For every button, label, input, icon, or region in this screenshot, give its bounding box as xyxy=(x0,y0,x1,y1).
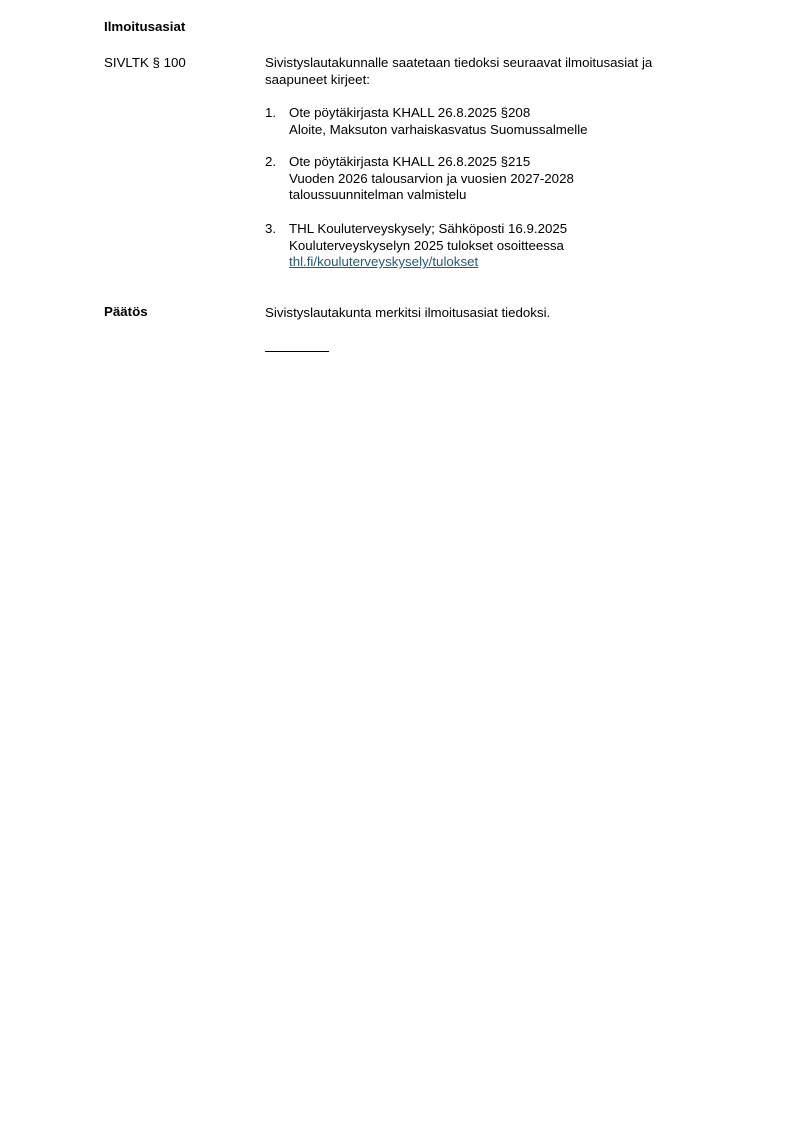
results-link[interactable]: thl.fi/kouluterveyskysely/tulokset xyxy=(289,254,479,269)
list-item-line: taloussuunnitelman valmistelu xyxy=(289,187,467,202)
list-item-text xyxy=(289,154,705,204)
end-rule xyxy=(265,351,329,352)
list-item-text xyxy=(289,221,705,271)
list-item-line: THL Kouluterveyskysely; Sähköposti 16.9.2025 xyxy=(289,221,568,236)
list-item-line: Ote pöytäkirjasta KHALL 26.8.2025 §215 xyxy=(289,154,531,169)
document-heading: Ilmoitusasiat xyxy=(104,19,186,34)
decision-text: Sivistyslautakunta merkitsi ilmoitusasiat tiedoksi. xyxy=(265,305,551,320)
intro-line: saapuneet kirjeet: xyxy=(265,71,370,87)
intro-text xyxy=(265,55,705,88)
list-item-number: 3. xyxy=(265,221,277,236)
list-item-line: Aloite, Maksuton varhaiskasvatus Suomussalmelle xyxy=(289,121,588,137)
list-item-number: 2. xyxy=(265,154,277,169)
section-id: SIVLTK § 100 xyxy=(104,55,186,70)
list-item-line: Vuoden 2026 talousarvion ja vuosien 2027-2028 xyxy=(289,170,574,186)
intro-line: Sivistyslautakunnalle saatetaan tiedoksi seuraavat ilmoitusasiat ja xyxy=(265,55,653,70)
list-item-number: 1. xyxy=(265,105,277,120)
list-item-line: Ote pöytäkirjasta KHALL 26.8.2025 §208 xyxy=(289,105,531,120)
list-item-text xyxy=(289,105,705,138)
decision-label: Päätös xyxy=(104,304,148,319)
list-item-line: Kouluterveyskyselyn 2025 tulokset osoitteessa xyxy=(289,237,564,253)
